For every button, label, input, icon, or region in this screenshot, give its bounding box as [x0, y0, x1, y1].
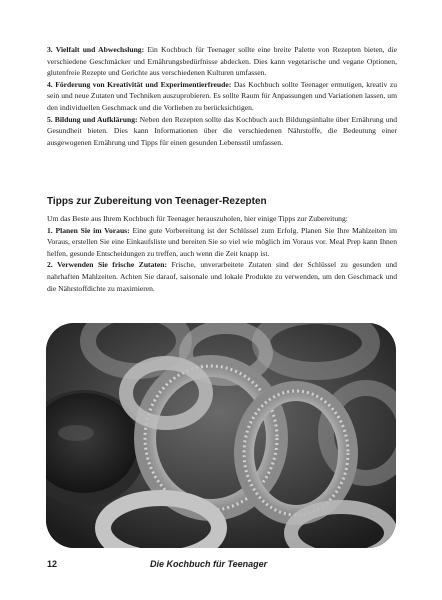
list-item [47, 259, 397, 294]
intro-paragraph: Um das Beste aus Ihrem Kochbuch für Teenager herauszuholen, hier einige Tipps zur Zubereitung: [47, 214, 348, 223]
item-title: 1. Planen Sie im Voraus: [47, 225, 130, 235]
list-item [47, 79, 397, 114]
feature-list [47, 44, 397, 148]
onion-rings-image [46, 323, 396, 548]
list-item [47, 44, 397, 79]
section-heading: Tipps zur Zubereitung von Teenager-Rezepten [47, 196, 267, 207]
item-text: Das Kochbuch sollte Teenager ermutigen, kreativ zu sein und neue Zutaten und Techniken auszuprobieren. Es sollte Raum für Anpassungen und Variationen lassen, um den individuellen Geschmack und die Vorlieben zu berücksichtigen. [47, 79, 397, 112]
item-title: 3. Vielfalt und Abwechslung: [47, 45, 145, 54]
list-item [47, 114, 397, 149]
page-number: 12 [47, 559, 58, 569]
tips-block [47, 213, 397, 294]
item-text: Frische, unverarbeitete Zutaten sind der Schlüssel zu gesunden und nahrhaften Mahlzeiten. Achten Sie darauf, saisonale und lokale Produkte zu verwenden, um den Geschmack und die Nährstoffdichte zu maximieren. [47, 260, 397, 293]
item-text: Ein Kochbuch für Teenager sollte eine breite Palette von Rezepten bieten, die verschiedene Geschmäcker und Ernährungsbedürfnisse abdecken. Dies kann vegetarische und vegane Optionen, glutenfreie Rezepte und Gerichte aus verschiedenen Kulturen umfassen. [47, 45, 397, 78]
item-text: Neben den Rezepten sollte das Kochbuch auch Bildungsinhalte über Ernährung und Gesundheit bieten. Dies kann Informationen über die verschiedenen Nährstoffe, die Bedeutung einer ausgewogenen Ernährung und Tipps für einen gesunden Lebensstil umfassen. [47, 114, 398, 147]
item-title: 2. Verwenden Sie frische Zutaten: [47, 260, 168, 270]
item-title: 4. Förderung von Kreativität und Experimentierfreude: [47, 79, 232, 89]
item-title: 5. Bildung und Aufklärung: [47, 114, 138, 124]
list-item [47, 225, 397, 260]
item-text: Eine gute Vorbereitung ist der Schlüssel zum Erfolg. Planen Sie Ihre Mahlzeiten im Voraus, erstellen Sie eine Einkaufsliste und bereiten Sie so viel wie möglich im Voraus vor. Meal Prep kann Ihnen helfen, gesunde Entscheidungen zu treffen, auch wenn die Zeit knapp ist. [47, 225, 397, 258]
onion-rings-photo [46, 323, 396, 548]
footer-book-title: Die Kochbuch für Teenager [150, 559, 268, 569]
